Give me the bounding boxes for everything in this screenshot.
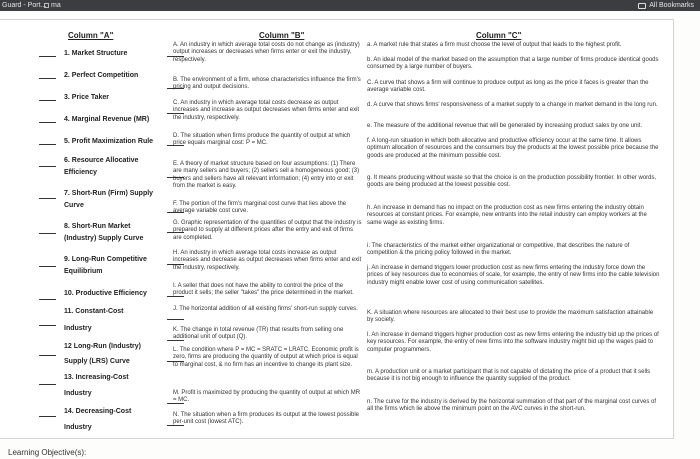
definition-c-l: l. An increase in demand triggers higher production cost as new firms entering the industry bid up the prices of key resources. For example, the entry of new firms into the software industry might bid up the wages paid to computer programmers.: [367, 332, 659, 353]
answer-blank-7[interactable]: [39, 198, 56, 199]
answer-blank-8[interactable]: [39, 233, 56, 234]
term-productive-efficiency: 10. Productive Efficiency: [64, 290, 147, 297]
term-industry-supply-curve: (Industry) Supply Curve: [64, 235, 144, 242]
term-short-run-market: 8. Short-Run Market: [64, 223, 131, 230]
definition-c-c: C. A curve that shows a firm will continue to produce output as long as the price it faces is greater than the average variable cost.: [367, 80, 649, 94]
definition-b-d: D. The situation when firms produce the quantity of output at which price equals marginal cost: P = MC.: [173, 133, 351, 147]
definition-c-j: j. An increase in demand triggers lower production cost as new firms entering the industry force down the prices of key resources due to economies of scale, for example, the entry of new firms into the cable television industry might enable lower cost of using communication satellites.: [367, 265, 660, 286]
term-lrs-curve: Supply (LRS) Curve: [64, 358, 130, 365]
answer-blank-2[interactable]: [39, 78, 56, 79]
term-constant-cost-industry: Industry: [64, 325, 92, 332]
definition-b-m: M. Profit is maximized by producing the quantity of output at which MR = MC.: [173, 390, 361, 404]
all-bookmarks-button[interactable]: [638, 1, 694, 10]
column-a-header: Column "A": [68, 31, 114, 40]
term-decreasing-cost: 14. Decreasing-Cost: [64, 408, 132, 415]
definition-c-d: d. A curve that shows firms' responsiveness of a market supply to a change in market demand in the long run.: [367, 102, 658, 108]
learning-objectives-label: Learning Objective(s):: [8, 448, 87, 457]
definition-b-n: N. The situation when a firm produces its output at the lowest possible per-unit cost (lowest ATC).: [173, 412, 359, 426]
term-equilibrium: Equilibrium: [64, 268, 103, 275]
column-b-header: Column "B": [259, 31, 305, 40]
definition-b-f: F. The portion of the firm's marginal cost curve that lies above the average variable cost curve.: [173, 201, 347, 215]
column-c-header: Column "C": [476, 31, 522, 40]
answer-blank-1[interactable]: [39, 56, 56, 57]
answer-blank-9[interactable]: [39, 266, 56, 267]
definition-b-i: I. A seller that does not have the ability to control the price of the product it sells; the seller "takes" the price determined in the market.: [173, 283, 354, 297]
question-sheet: [0, 11, 700, 459]
answer-blank-13[interactable]: [39, 384, 56, 385]
term-market-structure: 1. Market Structure: [64, 50, 128, 57]
definition-b-b: B. The environment of a firm, whose characteristics influence the firm's pricing and output decisions.: [173, 77, 361, 91]
definition-b-e: E. A theory of market structure based on four assumptions: (1) There are many sellers and buyers; (2) sellers sell a homogeneous good; (3) buyers and sellers have all relevant information; (4) entry into or exit from the market is easy.: [173, 161, 360, 190]
term-price-taker: 3. Price Taker: [64, 94, 110, 101]
term-efficiency: Efficiency: [64, 169, 98, 176]
bookmark-icon: [44, 3, 49, 8]
matching-question: [0, 19, 674, 439]
definition-c-f: f. A long-run situation in which both allocative and productive efficiency occur at the same time. It allows optimum allocation of resources and the consumers buy the products at the lowest possible price because the goods are produced at the minimum possible cost.: [367, 138, 659, 159]
term-decreasing-cost-industry: Industry: [64, 424, 92, 431]
definition-b-g: G. Graphic representation of the quantities of output that the industry is prepared to supply at different prices after the entry and exit of firms are completed.: [173, 220, 362, 241]
definition-c-a: a. A market rule that states a firm must choose the level of output that leads to the highest profit.: [367, 42, 622, 48]
term-resource-allocative: 6. Resource Allocative: [64, 157, 139, 164]
definition-c-b: b. An ideal model of the market based on the assumption that a large number of firms produce identical goods consumed by a large number of buyers.: [367, 57, 659, 71]
answer-blank-4[interactable]: [39, 122, 56, 123]
definition-b-h: H. An industry in which average total costs increase as output increases and decrease as output decreases when firms enter and exit the industry, respectively.: [173, 250, 362, 271]
definition-c-g: g. It means producing without waste so that the choice is on the production possibility frontier. In other words, goods are being produced at the lowest possible cost.: [367, 175, 657, 189]
term-short-run-supply: 7. Short-Run (Firm) Supply: [64, 190, 154, 197]
term-increasing-cost: 13. Increasing-Cost: [64, 374, 129, 381]
term-long-run-equilibrium: 9. Long-Run Competitive: [64, 256, 147, 263]
bookmark-ma-label: ma: [51, 2, 61, 9]
definition-c-i: i. The characteristics of the market either organizational or competitive, that describes the nature of competition & the pricing policy followed in the market.: [367, 243, 630, 257]
definition-c-e: e. The measure of the additional revenue that will be generated by increasing product sales by one unit.: [367, 123, 643, 129]
answer-blank-12[interactable]: [39, 355, 56, 356]
term-long-run-industry: 12 Long-Run (Industry): [64, 343, 141, 350]
term-perfect-competition: 2. Perfect Competition: [64, 72, 139, 79]
bookmarks-bar: [0, 0, 700, 11]
bookmark-ma[interactable]: [44, 1, 61, 10]
term-profit-max-rule: 5. Profit Maximization Rule: [64, 138, 154, 145]
term-increasing-cost-industry: Industry: [64, 390, 92, 397]
bookmark-guard-portal[interactable]: Guard - Port...: [2, 2, 47, 9]
definition-b-k: K. The change in total revenue (TR) that results from selling one additional unit of output (Q).: [173, 327, 344, 341]
answer-blank-10[interactable]: [39, 299, 56, 300]
term-curve: Curve: [64, 202, 84, 209]
folder-icon: [638, 3, 646, 9]
term-constant-cost: 11. Constant-Cost: [64, 308, 124, 315]
b-answer-blank-j[interactable]: [167, 319, 184, 320]
answer-blank-5[interactable]: [39, 144, 56, 145]
definition-b-l: L. The condition where P = MC = SRATC = LRATC. Economic profit is zero, firms are producing the quantity of output at which price is equal to marginal cost, & no firm has an incentive to change its plant size.: [173, 347, 359, 368]
answer-blank-3[interactable]: [39, 100, 56, 101]
definition-c-n: n. The curve for the industry is derived by the horizontal summation of that part of the marginal cost curves of all the firms which lie above the minimum point on the AVC curves in the short-run.: [367, 399, 657, 413]
definition-b-j: J. The horizontal addition of all existing firms' short-run supply curves.: [173, 306, 358, 312]
all-bookmarks-label: All Bookmarks: [649, 2, 694, 9]
definition-c-m: m. A production unit or a market participant that is not capable of dictating the price of a product that it sells because it is not big enough to influence the quantity supplied of the product.: [367, 369, 651, 383]
definition-b-a: A. An industry in which average total costs do not change as (industry) output increases or decreases when firms enter or exit the industry, respectively.: [173, 42, 360, 63]
term-marginal-revenue: 4. Marginal Revenue (MR): [64, 116, 150, 123]
answer-blank-14[interactable]: [39, 416, 56, 417]
definition-b-c: C. An industry in which average total costs decrease as output increases and increase as output decreases when firms enter and exit the industry, respectively.: [173, 100, 360, 121]
answer-blank-11[interactable]: [39, 325, 56, 326]
definition-c-k: K. A situation where resources are allocated to their best use to provide the maximum satisfaction attainable by society.: [367, 310, 654, 324]
definition-c-h: h. An increase in demand has no impact on the production cost as new firms entering the industry obtain resources at constant prices. For example, new entrants into the retail industry can employ workers at the same wage as existing firms.: [367, 205, 647, 226]
answer-blank-6[interactable]: [39, 166, 56, 167]
